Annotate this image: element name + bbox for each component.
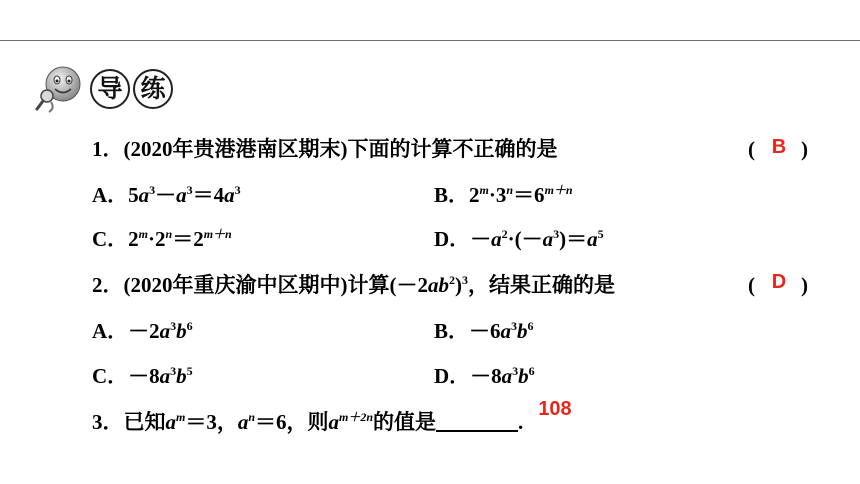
q2-option-d: D．$-8a^3b^6$	[434, 364, 535, 388]
smiling-face-with-magnifier-icon	[33, 62, 91, 114]
q1-option-a: A．$5a^3-a^3=4a^3$	[92, 183, 241, 207]
question-1-stem: 1．(2020年贵港港南区期末)下面的计算不正确的是	[92, 137, 558, 161]
q2-option-c: C．$-8a^3b^5$	[92, 364, 193, 388]
q2-option-b: B．$-6a^3b^6$	[434, 319, 534, 343]
badge-dao: 导	[90, 69, 130, 109]
badge-lian: 练	[133, 69, 173, 109]
q1-answer: B	[771, 136, 787, 158]
q1-option-b: B．$2^m\cdot 3^n=6^{m+n}$	[434, 183, 573, 207]
q3-answer-blank	[436, 410, 518, 432]
q2-answer: D	[771, 271, 787, 293]
top-divider-line	[0, 40, 860, 41]
q1-option-d: D．$-a^2\cdot(-a^3)=a^5$	[434, 227, 604, 251]
question-2-stem: 2．(2020年重庆渝中区期中)计算$(-2ab^2)^3$，结果正确的是	[92, 273, 615, 297]
q1-answer-parens: ( )	[748, 137, 808, 161]
q3-answer: 108	[538, 398, 572, 420]
question-3-stem: 3．已知$a^m=3$，$a^n=6$，则$a^{m+2n}$的值是 .	[92, 410, 524, 434]
q1-option-c: C．$2^m\cdot 2^n=2^{m+n}$	[92, 227, 232, 251]
q2-option-a: A．$-2a^3b^6$	[92, 319, 193, 343]
q2-answer-parens: ( )	[748, 273, 808, 297]
